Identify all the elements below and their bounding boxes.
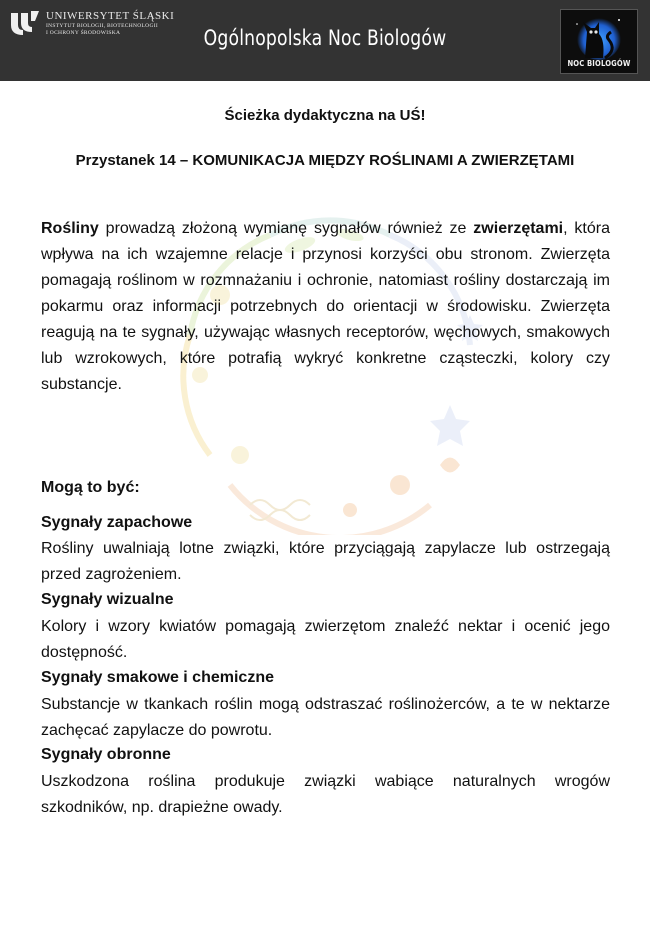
institute-line-1: INSTYTUT BIOLOGII, BIOTECHNOLOGII: [46, 23, 158, 29]
signal-title-defense: Sygnały obronne: [41, 746, 171, 763]
stop-title: Przystanek 14 – KOMUNIKACJA MIĘDZY ROŚLINAMI A ZWIERZĘTAMI: [75, 152, 575, 169]
intro-text-1: prowadzą złożoną wymianę sygnałów również ze: [98, 220, 474, 237]
signal-desc-visual: Kolory i wzory kwiatów pomagają zwierzętom znaleźć nektar i ocenić jego dostępność.: [41, 618, 610, 661]
university-name: UNIWERSYTET ŚLĄSKI: [46, 10, 175, 22]
university-logo-icon: [9, 9, 41, 37]
list-heading: Mogą to być:: [41, 479, 140, 496]
signal-desc-defense: Uszkodzona roślina produkuje związki wabiące naturalnych wrogów szkodników, np. drapieżne owady.: [41, 773, 610, 816]
institute-line-2: I OCHRONY ŚRODOWISKA: [46, 30, 121, 36]
noc-biologow-logo: [560, 9, 638, 74]
intro-paragraph: [41, 216, 610, 398]
logo-text: NOC BIOLOGÓW: [567, 59, 631, 68]
cat-silhouette-icon: [561, 10, 637, 60]
signal-title-taste: Sygnały smakowe i chemiczne: [41, 669, 274, 686]
event-title: Ogólnopolska Noc Biologów: [203, 26, 447, 50]
intro-bold-plants: Rośliny: [41, 220, 99, 237]
signal-title-visual: Sygnały wizualne: [41, 591, 174, 608]
page-subtitle: Ścieżka dydaktyczna na UŚ!: [224, 107, 426, 124]
signal-title-scent: Sygnały zapachowe: [41, 514, 193, 531]
signal-desc-scent: Rośliny uwalniają lotne związki, które przyciągają zapylacze lub ostrzegają przed zagrożeniem.: [41, 540, 610, 583]
intro-bold-animals: zwierzętami: [473, 220, 564, 237]
page-header: [0, 0, 650, 81]
intro-text-2: , która wpływa na ich wzajemne relacje i przynosi korzyści obu stronom. Zwierzęta pomagają roślinom w rozmnażaniu i ochronie, natomiast rośliny dostarczają im pokarmu oraz informacji potrzebnych do orientacji w środowisku. Zwierzęta reagują na te sygnały, używając własnych receptorów, węchowych, smakowych lub wzrokowych, które potrafią wykryć konkretne cząsteczki, kolory czy substancje.: [41, 220, 610, 393]
signal-desc-taste: Substancje w tkankach roślin mogą odstraszać roślinożerców, a te w nektarze zachęcać zapylacze do powrotu.: [41, 696, 610, 739]
